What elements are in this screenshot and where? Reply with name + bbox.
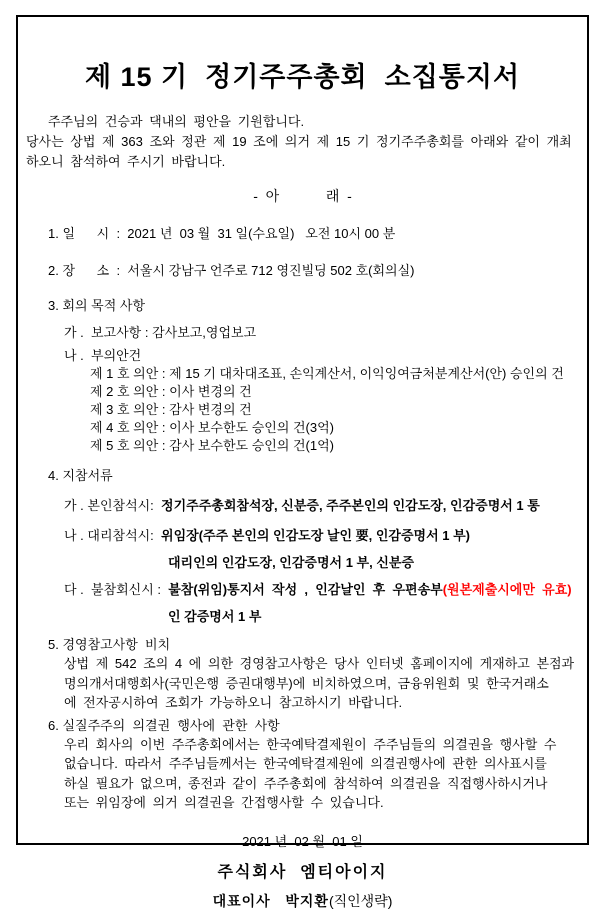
section6-body-line2: 없습니다. 따라서 주주님들께서는 한국예탁결제원에 의결권행사에 관한 의사표시를 xyxy=(64,756,547,771)
section6-body-line3: 하실 필요가 없으며, 종전과 같이 주주총회에 참석하여 의결권을 직접행사하시거나 xyxy=(64,775,548,791)
document-border-frame xyxy=(16,15,589,909)
section6-heading: 6. 실질주주의 의결권 행사에 관한 사항 xyxy=(48,717,280,733)
section4-absence-docs2: 인 감증명서 1 부 xyxy=(168,609,262,624)
agenda-item-1: 제 1 호 의안 : 제 15 기 대차대조표, 손익계산서, 이익잉여금처분계산서(안) 승인의 건 xyxy=(90,366,564,381)
agenda-item-2: 제 2 호 의안 : 이사 변경의 건 xyxy=(90,384,252,399)
section5-body-line1: 상법 제 542 조의 4 에 의한 경영참고사항은 당사 인터넷 홈페이지에 게재하고 본점과 xyxy=(64,656,575,671)
absence-label: 다 . 불참회신시 : xyxy=(64,582,169,597)
divider-arae: - 아 래 - xyxy=(253,188,352,204)
footer-ceo-line xyxy=(26,891,579,911)
document-title: 제 15 기 정기주주총회 소집통지서 xyxy=(84,62,521,92)
absence-docs: 불참(위임)통지서 작성 , 인감날인 후 우편송부 xyxy=(168,582,443,597)
item-datetime: 1. 일 시 : 2021 년 03 월 31 일(수요일) 오전 10시 00 분 xyxy=(48,226,396,241)
section4-attend-line xyxy=(26,497,579,515)
section6-body-line1: 우리 회사의 이번 주주총회에서는 한국예탁결제원이 주주님들의 의결권을 행사할 수 xyxy=(64,736,557,752)
ceo-name: 대표이사 박지환 xyxy=(212,892,329,909)
section6-body-line4: 또는 위임장에 의거 의결권을 간접행사할 수 있습니다. xyxy=(64,795,384,810)
section5-body-line2: 명의개서대행회사(국민은행 증권대행부)에 비치하였으며, 금융위원회 및 한국거래소 xyxy=(64,675,549,691)
section4-heading: 4. 지참서류 xyxy=(48,468,113,483)
proxy-label: 나 . 대리참석시: xyxy=(64,528,162,543)
section4-proxy-line xyxy=(26,527,579,545)
attend-docs: 정기주주총회참석장, 신분증, 주주본인의 인감도장, 인감증명서 1 통 xyxy=(161,498,540,513)
footer-date: 2021 년 02 월 01 일 xyxy=(242,833,363,849)
section3-agenda-heading: 나 . 부의안건 xyxy=(64,348,142,363)
section3-heading: 3. 회의 목적 사항 xyxy=(48,298,146,313)
intro-body-line1: 당사는 상법 제 363 조와 정관 제 19 조에 의거 제 15 기 정기주주총회를 아래와 같이 개최 xyxy=(26,134,572,149)
intro-body-line2: 하오니 참석하여 주시기 바랍니다. xyxy=(26,154,226,169)
agenda-item-5: 제 5 호 의안 : 감사 보수한도 승인의 건(1억) xyxy=(90,438,334,453)
agenda-item-4: 제 4 호 의안 : 이사 보수한도 승인의 건(3억) xyxy=(90,420,334,435)
ceo-seal-note: (직인생략) xyxy=(328,892,393,909)
section4-proxy-docs2: 대리인의 인감도장, 인감증명서 1 부, 신분증 xyxy=(168,555,414,570)
section5-heading: 5. 경영참고사항 비치 xyxy=(48,637,171,652)
section3-report: 가 . 보고사항 : 감사보고,영업보고 xyxy=(64,325,257,340)
footer-company-name: 주식회사 엠티아이지 xyxy=(217,863,388,881)
intro-greeting: 주주님의 건승과 댁내의 평안을 기원합니다. xyxy=(48,114,305,129)
proxy-docs: 위임장(주주 본인의 인감도장 날인 要, 인감증명서 1 부) xyxy=(161,528,470,543)
section5-body-line3: 에 전자공시하여 조회가 가능하오니 참고하시기 바랍니다. xyxy=(64,695,403,710)
absence-note: (원본제출시에만 유효) xyxy=(442,582,572,597)
attend-label: 가 . 본인참석시: xyxy=(64,498,162,513)
agenda-item-3: 제 3 호 의안 : 감사 변경의 건 xyxy=(90,402,252,417)
item-location: 2. 장 소 : 서울시 강남구 언주로 712 영진빌딩 502 호(회의실) xyxy=(48,263,415,278)
section4-absence-line xyxy=(26,581,579,599)
